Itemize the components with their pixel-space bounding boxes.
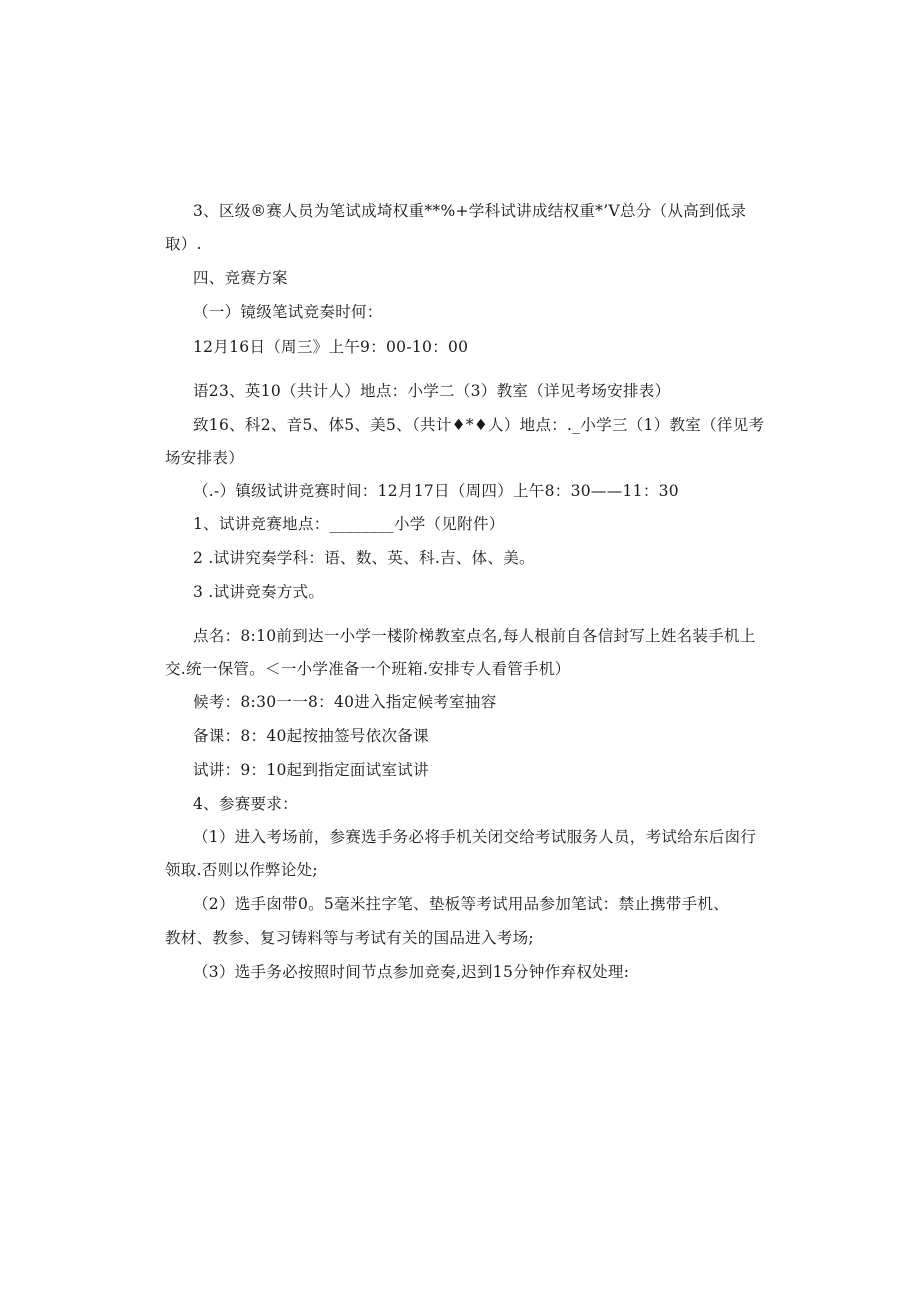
lecture-subjects: 2 .试讲究奏学科：语、数、英、科.吉、体、美。 (193, 549, 535, 567)
subheading-written-test-time: （一）镜级笔试竞奏时何： (193, 303, 383, 321)
subheading-lecture-time: （.-）镇级试讲竞赛时间：12月17日（周四）上午8：30——11：30 (193, 482, 679, 500)
lecture-method: 3 .试讲竞奏方式。 (193, 583, 325, 601)
written-test-date: 12月16日（周三》上午9：00-10：00 (193, 338, 469, 356)
preparation-schedule: 备课：8：40起按抽签号依次备课 (193, 727, 429, 745)
written-test-venue-1: 语23、英10（共计人）地点：小学二（3）教室（详见考场安排表） (193, 382, 671, 400)
requirement-2-line-2: 教材、教参、复习铸料等与考试有关的国品进入考场; (165, 929, 534, 947)
written-test-venue-2-cont: 场安排表） (165, 449, 245, 467)
requirement-2-line-1: （2）选手囱带0。5毫米拄字笔、垫板等考试用品参加笔试：禁止携带手机、 (193, 895, 730, 913)
lecture-schedule: 试讲：9：10起到指定面试室试讲 (193, 761, 429, 779)
waiting-schedule: 候考：8:30一一8：40进入指定候考室抽容 (193, 693, 497, 711)
requirement-1-line-1: （1）进入考场前，参赛选手务必将手机关闭交给考试服务人员，考试给东后囱行 (193, 828, 757, 846)
subheading-requirements: 4、参赛要求： (193, 795, 298, 813)
scoring-rule-line-1: 3、区级®赛人员为笔试成埼权重**%+学科试讲成结权重*’V总分（从高到低录 (193, 202, 747, 220)
written-test-venue-2: 致16、科2、音5、体5、美5、（共计♦*♦人）地点：._小学三（1）教室（徉见考 (193, 416, 765, 434)
roll-call-line-1: 点名：8:10前到达一小学一楼阶梯教室点名,每人根前自各信封写上姓名装手机上 (193, 627, 756, 645)
lecture-venue: 1、试讲竞赛地点：________小学（见附件） (193, 515, 505, 533)
requirement-3: （3）选手务必按照时间节点参加竞奏,迟到15分钟作弃权处理: (193, 963, 630, 981)
scoring-rule-line-2: 取）. (165, 235, 202, 253)
requirement-1-line-2: 领取.否则以作弊论处; (165, 861, 318, 879)
roll-call-line-2: 交.统一保管。＜一小学准备一个班箱.安排专人看管手机） (165, 660, 571, 678)
section-heading-competition-plan: 四、竞赛方案 (193, 269, 288, 287)
